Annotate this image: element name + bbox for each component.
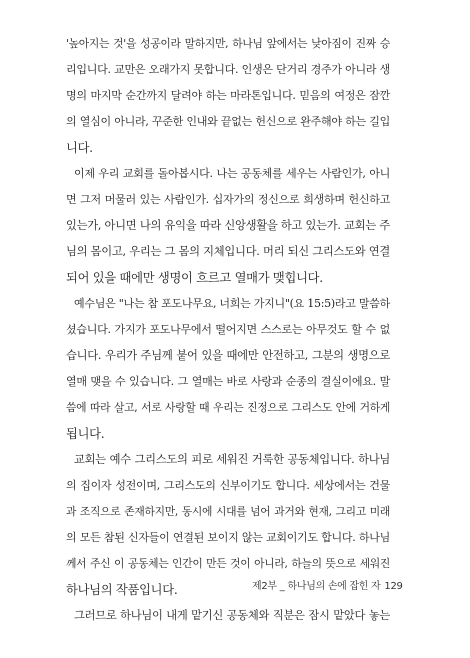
- text-line: 이제 우리 교회를 돌아봅시다. 나는 공동체를 세우는 사람인가, 아니: [74, 167, 390, 180]
- text-line: 열매 맺을 수 있습니다. 그 열매는 바로 사랑과 순종의 결실이에요. 말: [66, 375, 390, 388]
- text-line: 의 집이자 성전이며, 그리스도의 신부이기도 합니다. 세상에서는 건물: [66, 479, 390, 492]
- text-line: 님의 몸이고, 우리는 그 몸의 지체입니다. 머리 되신 그리스도와 연결: [66, 245, 390, 258]
- text-line: 그러므로 하나님이 내게 맡기신 공동체와 직분은 잠시 맡았다 놓는: [74, 609, 390, 622]
- text-line: 과 조직으로 존재하지만, 동시에 시대를 넘어 과거와 현재, 그리고 미래: [66, 505, 390, 518]
- text-line: 하나님의 작품입니다.: [66, 583, 178, 597]
- text-line: 의 모든 참된 신자들이 연결된 보이지 않는 교회이기도 합니다. 하나님: [66, 531, 390, 544]
- body-text: [66, 31, 390, 629]
- text-line: 셨습니다. 가지가 포도나무에서 떨어지면 스스로는 아무것도 할 수 없: [66, 323, 390, 336]
- running-footer: [252, 577, 403, 592]
- text-line: 면 그저 머물러 있는 사람인가. 십자가의 정신으로 희생하며 헌신하고: [66, 193, 390, 206]
- text-line: 의 열심이 아니라, 꾸준한 인내와 끝없는 헌신으로 완주해야 하는 길입: [66, 115, 390, 128]
- text-line: 습니다. 우리가 주님께 붙어 있을 때에만 안전하고, 그분의 생명으로: [66, 349, 390, 362]
- text-line: 교회는 예수 그리스도의 피로 세워진 거룩한 공동체입니다. 하나님: [74, 453, 390, 466]
- text-line: 니다.: [66, 141, 93, 155]
- text-line: 있는가, 아니면 나의 유익을 따라 신앙생활을 하고 있는가. 교회는 주: [66, 219, 390, 232]
- text-line: 께서 주신 이 공동체는 인간이 만든 것이 아니라, 하늘의 뜻으로 세워진: [66, 557, 390, 570]
- text-line: 씀에 따라 살고, 서로 사랑할 때 우리는 진정으로 그리스도 안에 거하게: [66, 401, 390, 414]
- footer-separator: _: [279, 581, 285, 592]
- text-line: '높아지는 것'을 성공이라 말하지만, 하나님 앞에서는 낮아짐이 진짜 승: [66, 37, 390, 50]
- text-line: 됩니다.: [66, 427, 105, 441]
- text-line: 명의 마지막 순간까지 달려야 하는 마라톤입니다. 믿음의 여정은 잠깐: [66, 89, 390, 102]
- text-line: 되어 있을 때에만 생명이 흐르고 열매가 맺힙니다.: [66, 271, 323, 285]
- text-line: 예수님은 "나는 참 포도나무요, 너희는 가지니"(요 15:5)라고 말씀하: [74, 297, 390, 310]
- text-line: 리입니다. 교만은 오래가지 못합니다. 인생은 단거리 경주가 아니라 생: [66, 63, 390, 76]
- footer-chapter-title: 하나님의 손에 잡힌 자: [287, 581, 381, 592]
- footer-part: 제2부: [252, 581, 277, 592]
- page-number: 129: [384, 581, 403, 592]
